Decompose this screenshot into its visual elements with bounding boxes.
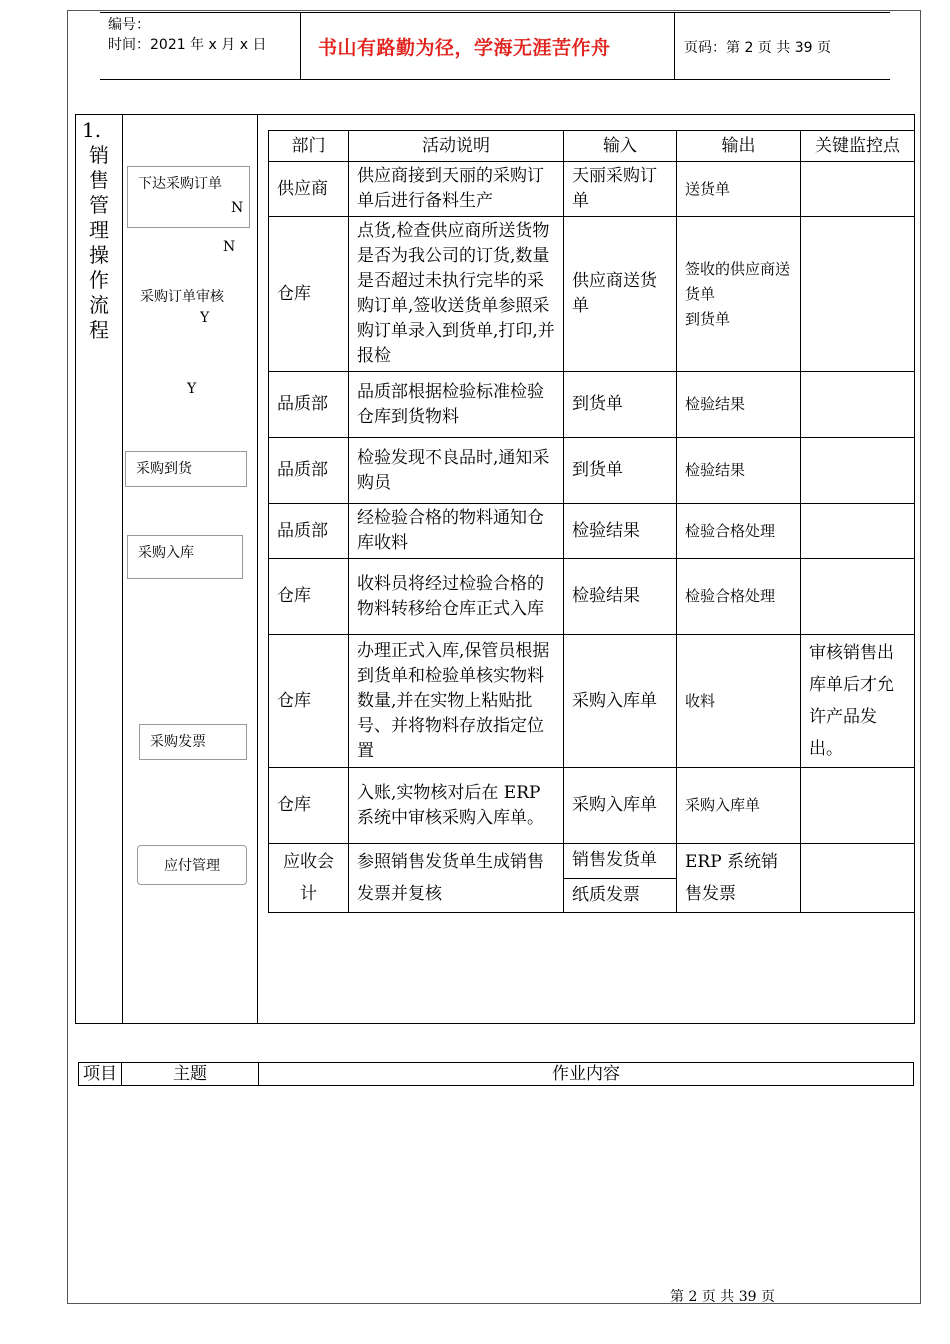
cell-output: 收料	[677, 635, 801, 768]
header-divider-left	[300, 12, 301, 79]
section-title-char: 管	[89, 193, 109, 217]
flow-box-instock	[127, 535, 243, 579]
cell-dept: 仓库	[269, 559, 349, 635]
table-row	[269, 438, 915, 504]
section-title-char: 销	[89, 143, 109, 167]
column-header: 作业内容	[259, 1063, 914, 1086]
cell-dept: 品质部	[269, 504, 349, 559]
document-code-label: 编号：	[108, 17, 150, 33]
cell-input: 检验结果	[564, 504, 677, 559]
cell-output: 采购入库单	[677, 768, 801, 844]
cell-key-point: 审核销售出库单后才允许产品发出。	[801, 635, 915, 768]
column-header: 关键监控点	[801, 131, 915, 162]
cell-activity: 收料员将经过检验合格的物料转移给仓库正式入库	[349, 559, 564, 635]
cell-key-point	[801, 372, 915, 438]
cell-activity: 检验发现不良品时,通知采购员	[349, 438, 564, 504]
footer-table-header-row	[79, 1063, 914, 1086]
header-motto: 书山有路勤为径，学海无涯苦作舟	[318, 37, 611, 59]
cell-key-point	[801, 844, 915, 913]
cell-activity: 点货,检查供应商所送货物是否为我公司的订货,数量是否超过未执行完毕的采购订单,签收送货单参照采购订单录入到货单,打印,并报检	[349, 217, 564, 372]
section-title	[80, 118, 118, 343]
column-header: 部门	[269, 131, 349, 162]
column-header: 活动说明	[349, 131, 564, 162]
table-row	[269, 372, 915, 438]
column-header: 输出	[677, 131, 801, 162]
flow-box-invoice	[139, 724, 247, 760]
cell-dept: 供应商	[269, 162, 349, 217]
table-row	[269, 635, 915, 768]
section-divider-2	[257, 114, 258, 1024]
page-footer: 第 2 页 共 39 页	[670, 1289, 775, 1305]
flow-box-payable	[137, 845, 247, 885]
footer-table	[78, 1062, 914, 1086]
column-header: 项目	[79, 1063, 122, 1086]
cell-input: 纸质发票	[564, 878, 677, 913]
cell-activity: 经检验合格的物料通知仓库收料	[349, 504, 564, 559]
cell-activity: 供应商接到天丽的采购订单后进行备料生产	[349, 162, 564, 217]
cell-output: ERP 系统销售发票	[677, 844, 801, 913]
flow-label-order-review: 采购订单审核	[140, 289, 224, 305]
cell-input: 检验结果	[564, 559, 677, 635]
table-row	[269, 559, 915, 635]
cell-output: 检验合格处理	[677, 504, 801, 559]
flow-box-label: 应付管理	[164, 858, 220, 874]
column-header: 输入	[564, 131, 677, 162]
cell-dept: 仓库	[269, 768, 349, 844]
flow-box-label: 采购发票	[150, 734, 206, 750]
cell-key-point	[801, 504, 915, 559]
cell-output: 检验结果	[677, 438, 801, 504]
flow-box-label: 采购到货	[136, 461, 192, 477]
cell-input: 供应商送货单	[564, 217, 677, 372]
header-divider-right	[674, 12, 675, 79]
cell-output: 签收的供应商送货单 到货单	[677, 217, 801, 372]
flow-box-label: 下达采购订单	[138, 176, 222, 192]
cell-dept: 应收会计	[269, 844, 349, 913]
table-header-row	[269, 131, 915, 162]
process-table	[268, 130, 915, 913]
cell-output: 检验结果	[677, 372, 801, 438]
cell-key-point	[801, 768, 915, 844]
cell-key-point	[801, 438, 915, 504]
flow-box-arrival	[125, 451, 247, 487]
header-bottom-rule	[100, 79, 890, 80]
section-title-char: 作	[89, 268, 109, 292]
cell-output: 送货单	[677, 162, 801, 217]
section-number: 1.	[82, 118, 102, 142]
cell-output: 检验合格处理	[677, 559, 801, 635]
cell-key-point	[801, 217, 915, 372]
table-row	[269, 504, 915, 559]
cell-input: 销售发货单	[564, 844, 677, 879]
cell-input: 天丽采购订单	[564, 162, 677, 217]
cell-dept: 仓库	[269, 635, 349, 768]
header-page-number: 页码：第 2 页 共 39 页	[684, 40, 831, 56]
cell-input: 到货单	[564, 438, 677, 504]
table-row	[269, 768, 915, 844]
section-title-char: 程	[89, 318, 109, 342]
flow-box-purchase-order	[127, 166, 250, 228]
cell-input: 采购入库单	[564, 768, 677, 844]
table-row	[269, 844, 915, 879]
cell-dept: 品质部	[269, 438, 349, 504]
document-date: 时间：2021 年 x 月 x 日	[108, 37, 267, 53]
flow-box-label: 采购入库	[138, 545, 194, 561]
flow-label-y: Y	[187, 381, 197, 397]
cell-activity: 入账,实物核对后在 ERP 系统中审核采购入库单。	[349, 768, 564, 844]
cell-activity: 参照销售发货单生成销售发票并复核	[349, 844, 564, 913]
section-title-char: 操	[89, 243, 109, 267]
table-row	[269, 162, 915, 217]
flow-label-n: N	[223, 239, 236, 255]
section-title-char: 售	[89, 168, 109, 192]
header-top-rule	[100, 12, 890, 13]
cell-activity: 办理正式入库,保管员根据到货单和检验单核实物料数量,并在实物上粘贴批号、并将物料存放指定位置	[349, 635, 564, 768]
column-header: 主题	[122, 1063, 259, 1086]
flow-label-n: N	[231, 200, 244, 216]
cell-key-point	[801, 162, 915, 217]
table-row	[269, 217, 915, 372]
flow-label-y: Y	[200, 310, 210, 326]
section-title-char: 理	[89, 218, 109, 242]
cell-dept: 品质部	[269, 372, 349, 438]
cell-activity: 品质部根据检验标准检验仓库到货物料	[349, 372, 564, 438]
cell-key-point	[801, 559, 915, 635]
section-divider-1	[122, 114, 123, 1024]
cell-input: 到货单	[564, 372, 677, 438]
section-title-char: 流	[89, 293, 109, 317]
cell-dept: 仓库	[269, 217, 349, 372]
cell-input: 采购入库单	[564, 635, 677, 768]
